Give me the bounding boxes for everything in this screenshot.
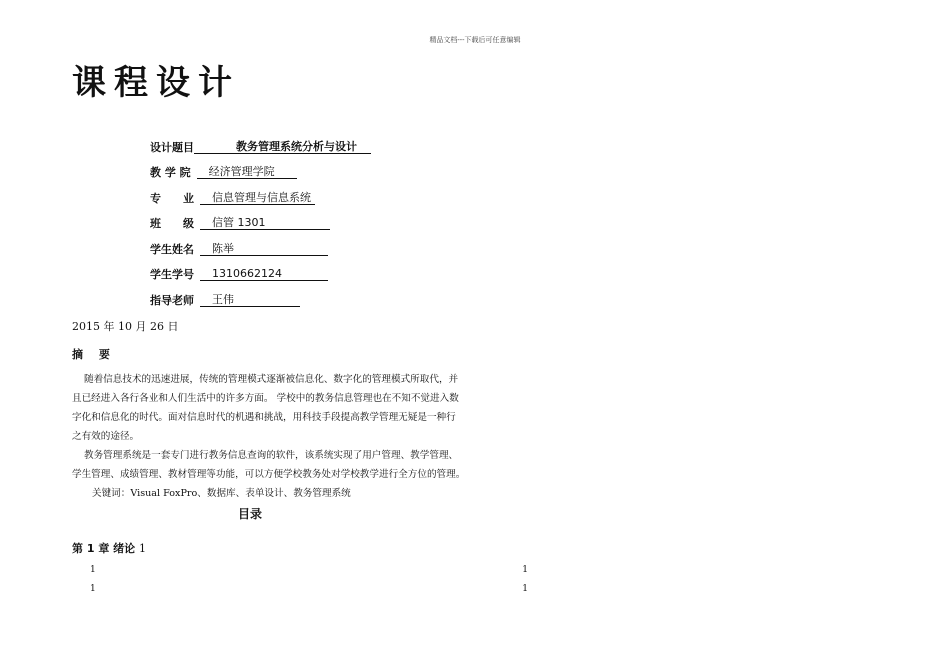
- abstract-body: [72, 370, 472, 503]
- info-row-advisor: [150, 287, 371, 313]
- abstract-line: 学生管理、成绩管理、教材管理等功能，可以方便学校教务处对学校教学进行全方位的管理。: [72, 469, 466, 480]
- info-row-name: [150, 236, 371, 262]
- page-header: 精品文档---下载后可任意编辑: [429, 36, 521, 44]
- toc-entry[interactable]: [90, 565, 528, 575]
- info-value-advisor: 王伟: [200, 293, 300, 307]
- info-label: 教 学 院: [150, 166, 191, 180]
- abstract-line: 教务管理系统是一套专门进行教务信息查询的软件，该系统实现了用户管理、教学管理、: [84, 450, 459, 461]
- toc-entry-left: 1: [90, 584, 96, 594]
- info-row-topic: [150, 134, 371, 160]
- info-row-student-id: [150, 262, 371, 288]
- info-row-class: [150, 211, 371, 237]
- abstract-line: 字化和信息化的时代。面对信息时代的机遇和挑战，用科技手段提高教学管理无疑是一种行: [72, 412, 456, 423]
- toc-entry-right: 1: [522, 565, 528, 575]
- info-value-name: 陈举: [200, 242, 328, 256]
- info-label: 设计题目: [150, 140, 194, 154]
- abstract-line: 随着信息技术的迅速进展，传统的管理模式逐渐被信息化、数字化的管理模式所取代，并: [84, 374, 459, 385]
- toc-entry-right: 1: [522, 584, 528, 594]
- toc-title: 目录: [237, 507, 262, 521]
- toc-chapter-label: 第 1 章 绪论: [72, 542, 136, 555]
- info-row-major: [150, 185, 371, 211]
- info-value-major: 信息管理与信息系统: [200, 191, 315, 205]
- info-label: 学生学号: [150, 268, 194, 282]
- abstract-title: 摘 要: [72, 348, 116, 361]
- date: 2015 年 10 月 26 日: [72, 320, 179, 333]
- info-value-topic: 教务管理系统分析与设计: [194, 140, 371, 154]
- abstract-line: 之有效的途径。: [72, 431, 140, 442]
- abstract-line: 且已经进入各行各业和人们生活中的许多方面。 学校中的教务信息管理也在不知不觉进入数: [72, 393, 459, 404]
- toc-entry[interactable]: [90, 584, 528, 594]
- info-label: 专 业: [150, 191, 194, 205]
- toc-chapter-page: 1: [139, 542, 146, 555]
- info-label: 学生姓名: [150, 242, 194, 256]
- info-label: 班 级: [150, 217, 194, 231]
- info-value-student-id: 1310662124: [200, 267, 328, 281]
- toc-entry-left: 1: [90, 565, 96, 575]
- info-value-college: 经济管理学院: [197, 165, 297, 179]
- info-value-class: 信管 1301: [200, 216, 330, 230]
- keywords: 关键词：Visual FoxPro、数据库、表单设计、教务管理系统: [92, 488, 351, 499]
- document-title: 课程设计: [72, 63, 240, 103]
- toc-chapter[interactable]: [72, 540, 146, 556]
- info-table: [150, 134, 371, 313]
- info-label: 指导老师: [150, 293, 194, 307]
- info-row-college: [150, 160, 371, 186]
